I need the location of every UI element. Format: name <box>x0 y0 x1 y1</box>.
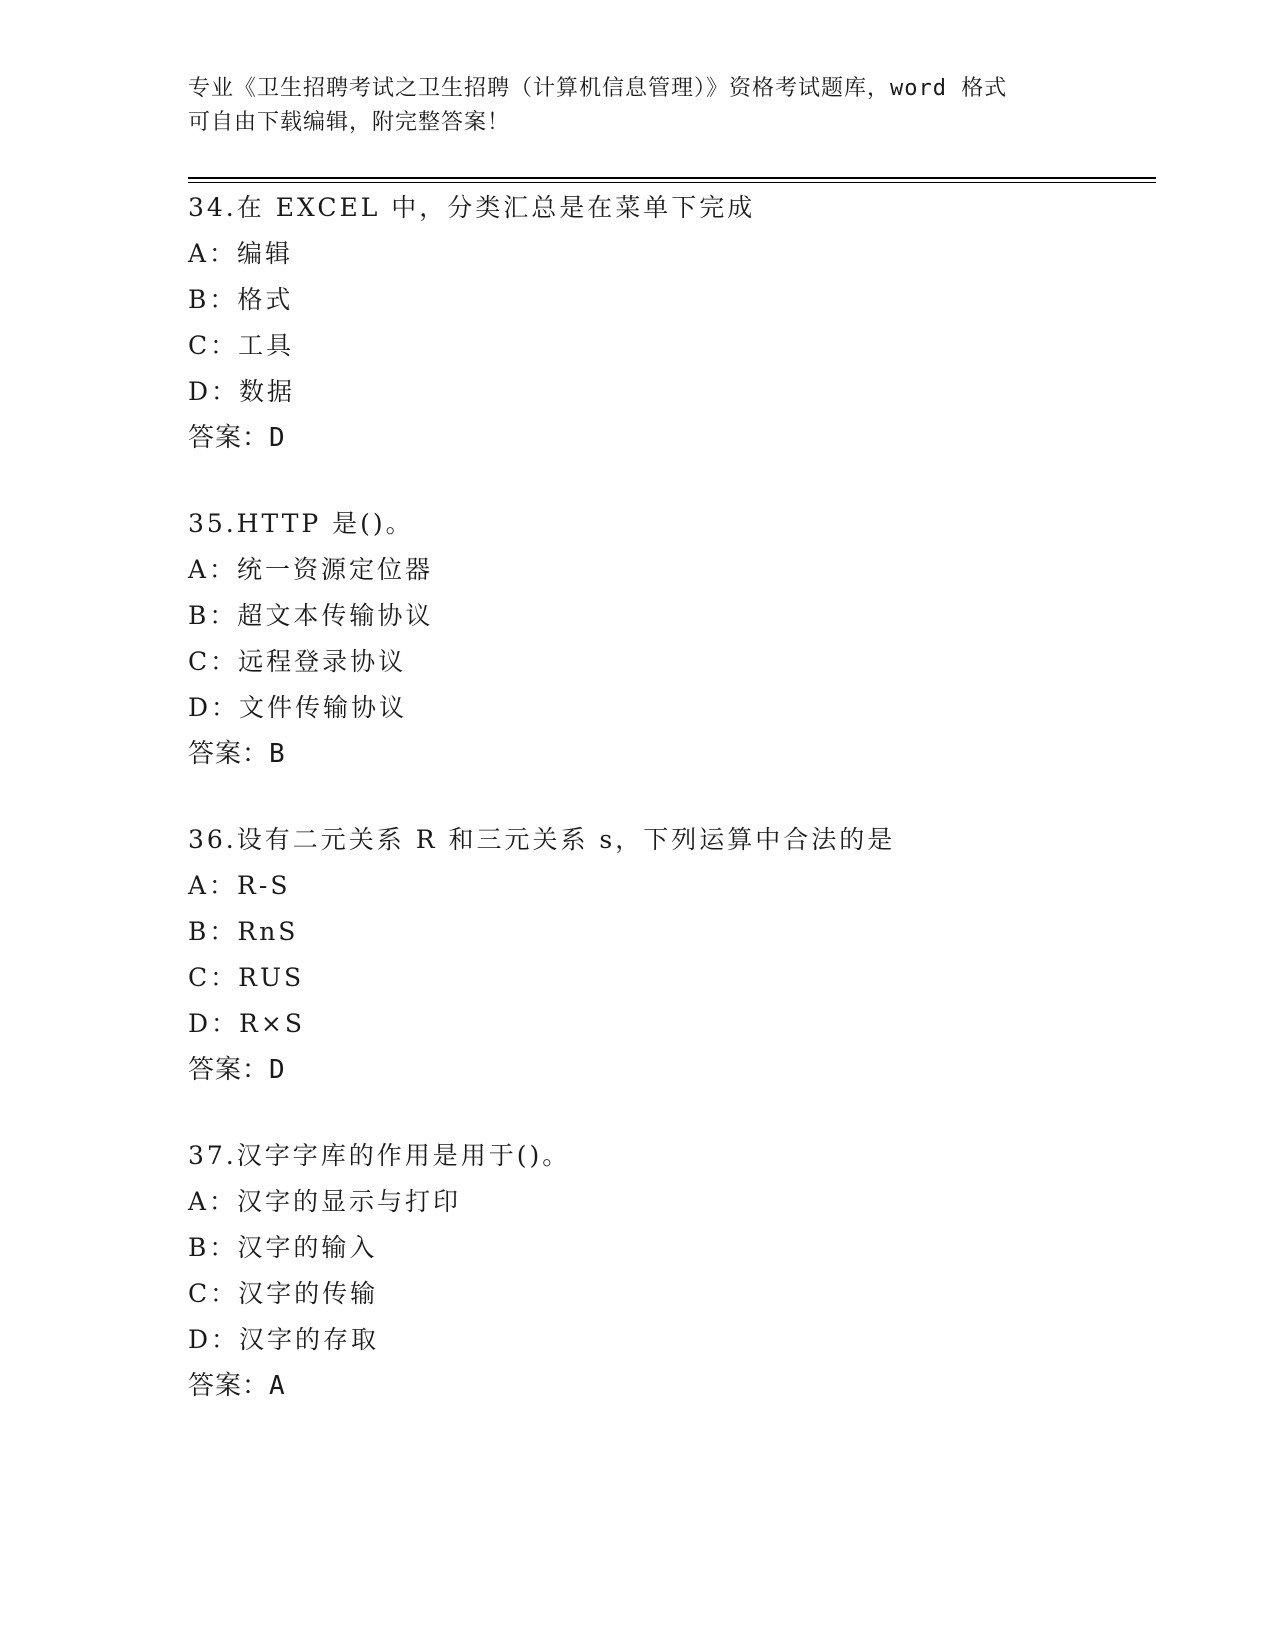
question-stem: 36.设有二元关系 R 和三元关系 s，下列运算中合法的是 <box>188 825 896 854</box>
document-header <box>188 72 1078 140</box>
question-35 <box>188 501 1088 777</box>
option-d: D：数据 <box>188 377 296 406</box>
option-a: A：编辑 <box>188 239 294 268</box>
question-36 <box>188 817 1088 1093</box>
header-divider-thick <box>188 177 1156 179</box>
answer: 答案：D <box>188 1055 286 1085</box>
header-divider-thin <box>188 182 1156 183</box>
option-d: D：R×S <box>188 1009 305 1038</box>
question-stem: 35.HTTP 是()。 <box>188 509 414 538</box>
answer: 答案：A <box>188 1371 286 1401</box>
option-a: A：R-S <box>188 871 291 900</box>
question-37 <box>188 1133 1088 1409</box>
option-b: B：汉字的输入 <box>188 1233 378 1262</box>
option-a: A：统一资源定位器 <box>188 555 434 584</box>
option-b: B：RnS <box>188 917 299 946</box>
option-d: D：汉字的存取 <box>188 1325 380 1354</box>
option-c: C：汉字的传输 <box>188 1279 379 1308</box>
option-c: C：工具 <box>188 331 295 360</box>
header-title-line: 专业《卫生招聘考试之卫生招聘（计算机信息管理）》资格考试题库，word 格式 <box>188 76 1008 101</box>
question-stem: 37.汉字字库的作用是用于()。 <box>188 1141 571 1170</box>
option-b: B：超文本传输协议 <box>188 601 434 630</box>
answer: 答案：B <box>188 739 286 769</box>
option-c: C：RUS <box>188 963 305 992</box>
option-d: D：文件传输协议 <box>188 693 408 722</box>
option-c: C：远程登录协议 <box>188 647 407 676</box>
answer: 答案：D <box>188 423 286 453</box>
option-b: B：格式 <box>188 285 294 314</box>
header-subtitle-line: 可自由下载编辑，附完整答案！ <box>188 110 511 135</box>
question-34 <box>188 185 1088 461</box>
question-stem: 34.在 EXCEL 中，分类汇总是在菜单下完成 <box>188 193 756 222</box>
option-a: A：汉字的显示与打印 <box>188 1187 462 1216</box>
